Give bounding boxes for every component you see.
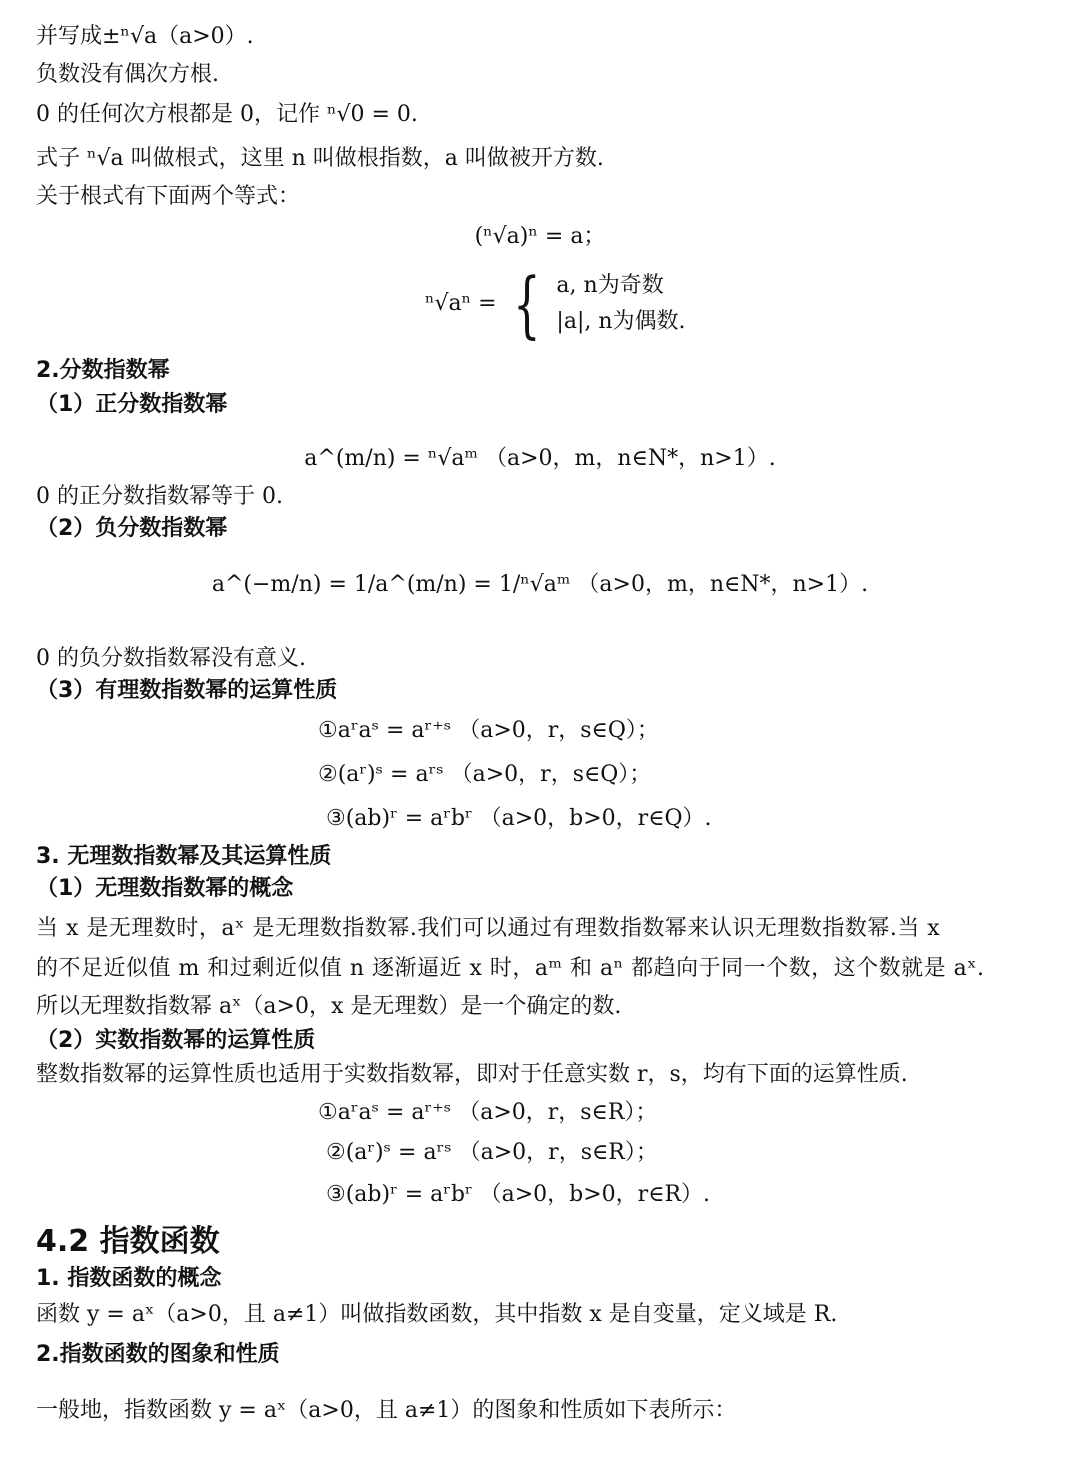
- text-line-13: 一般地，指数函数 y = aˣ（a>0，且 a≠1）的图象和性质如下表所示：: [36, 1398, 737, 1423]
- property-rational-1: ①aʳaˢ = aʳ⁺ˢ （a>0，r，s∈Q）；: [318, 718, 659, 743]
- text-line-1: 并写成±ⁿ√a（a>0）.: [36, 24, 254, 49]
- property-rational-3: ③(ab)ʳ = aʳbʳ （a>0，b>0，r∈Q）.: [326, 806, 712, 831]
- text-line-4: 式子 ⁿ√a 叫做根式，这里 n 叫做根指数，a 叫做被开方数.: [36, 146, 604, 171]
- case-even: |a|, n为偶数.: [556, 309, 686, 334]
- section-title-exponential-function: 4.2 指数函数: [36, 1224, 220, 1259]
- text-line-2: 负数没有偶次方根.: [36, 62, 219, 87]
- property-rational-2: ②(aʳ)ˢ = aʳˢ （a>0，r，s∈Q）；: [318, 762, 652, 787]
- text-line-10: 所以无理数指数幂 aˣ（a>0，x 是无理数）是一个确定的数.: [36, 994, 622, 1019]
- property-real-1: ①aʳaˢ = aʳ⁺ˢ （a>0，r，s∈R）；: [318, 1100, 658, 1125]
- text-line-8: 当 x 是无理数时，aˣ 是无理数指数幂.我们可以通过有理数指数幂来认识无理数指数幂.当 x: [36, 916, 941, 941]
- heading-graph-properties: 2.指数函数的图象和性质: [36, 1342, 280, 1367]
- heading-irrational-exponent: 3. 无理数指数幂及其运算性质: [36, 844, 332, 869]
- equation-positive-fractional: a^(m/n) = ⁿ√aᵐ （a>0，m，n∈N*，n>1）.: [304, 446, 776, 471]
- heading-rational-properties: （3）有理数指数幂的运算性质: [36, 678, 338, 703]
- text-line-5: 关于根式有下面两个等式：: [36, 184, 301, 209]
- text-line-6: 0 的正分数指数幂等于 0.: [36, 484, 283, 509]
- left-brace-icon: {: [512, 262, 541, 346]
- text-line-12: 函数 y = aˣ（a>0，且 a≠1）叫做指数函数，其中指数 x 是自变量，定义域是 R.: [36, 1302, 838, 1327]
- cases-block: [556, 268, 685, 340]
- equation-root-cases: [425, 262, 1050, 348]
- property-real-3: ③(ab)ʳ = aʳbʳ （a>0，b>0，r∈R）.: [326, 1182, 711, 1207]
- text-line-7: 0 的负分数指数幂没有意义.: [36, 646, 306, 671]
- text-line-3: 0 的任何次方根都是 0，记作 ⁿ√0 = 0.: [36, 102, 418, 127]
- property-real-2: ②(aʳ)ˢ = aʳˢ （a>0，r，s∈R）；: [326, 1140, 658, 1165]
- text-line-11: 整数指数幂的运算性质也适用于实数指数幂，即对于任意实数 r，s，均有下面的运算性质.: [36, 1062, 908, 1087]
- heading-function-concept: 1. 指数函数的概念: [36, 1266, 222, 1291]
- equation-root-power: (ⁿ√a)ⁿ = a；: [474, 224, 606, 249]
- equation-negative-fractional: a^(−m/n) = 1/a^(m/n) = 1/ⁿ√aᵐ （a>0，m，n∈N*，n>1）.: [211, 572, 869, 597]
- heading-negative-fractional: （2）负分数指数幂: [36, 516, 228, 541]
- heading-irrational-concept: （1）无理数指数幂的概念: [36, 876, 294, 901]
- cases-lhs: ⁿ√aⁿ =: [425, 291, 497, 316]
- heading-positive-fractional: （1）正分数指数幂: [36, 392, 228, 417]
- text-line-9: 的不足近似值 m 和过剩近似值 n 逐渐逼近 x 时，aᵐ 和 aⁿ 都趋向于同一个数，这个数就是 aˣ.: [36, 956, 985, 981]
- case-odd: a, n为奇数: [556, 273, 664, 298]
- heading-fractional-exponent: 2.分数指数幂: [36, 358, 170, 383]
- heading-real-properties: （2）实数指数幂的运算性质: [36, 1028, 316, 1053]
